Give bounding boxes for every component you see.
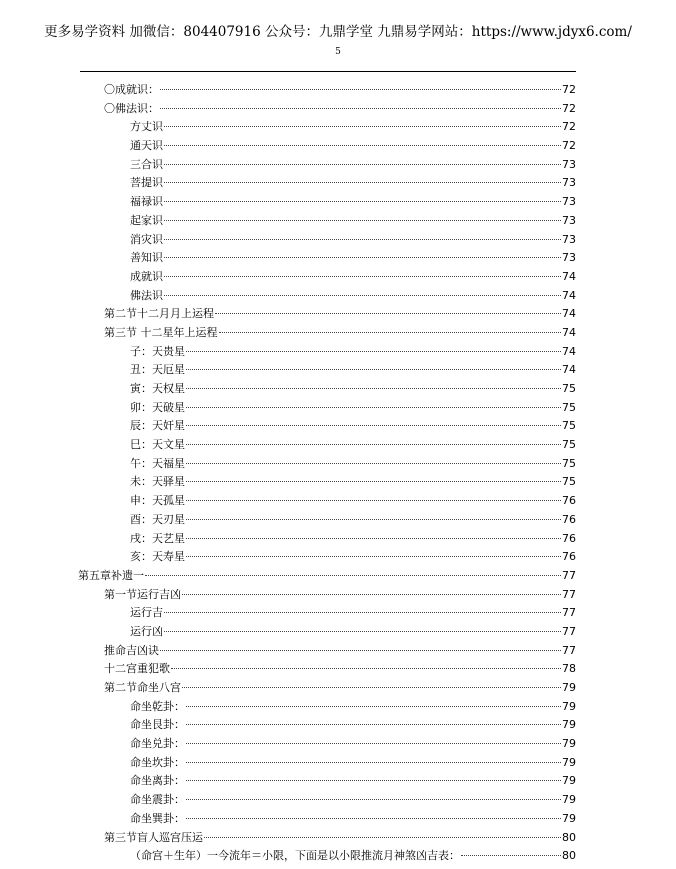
dot-leader bbox=[164, 164, 561, 165]
toc-entry[interactable] bbox=[130, 399, 576, 418]
toc-entry-title: 福禄识 bbox=[130, 195, 163, 209]
dot-leader bbox=[215, 313, 561, 314]
dot-leader bbox=[186, 444, 561, 445]
toc-entry-page: 77 bbox=[562, 568, 576, 582]
toc-entry-title: 戌：天艺星 bbox=[130, 531, 185, 545]
dot-leader bbox=[186, 762, 561, 763]
toc-entry-page: 73 bbox=[562, 232, 576, 246]
toc-entry-page: 72 bbox=[562, 101, 576, 115]
toc-entry[interactable] bbox=[130, 473, 576, 492]
toc-entry-title: 十二宫重犯歌 bbox=[104, 662, 170, 676]
dot-leader bbox=[186, 463, 561, 464]
dot-leader bbox=[186, 743, 561, 744]
dot-leader bbox=[186, 706, 561, 707]
toc-entry[interactable] bbox=[130, 174, 576, 193]
dot-leader bbox=[145, 575, 561, 576]
toc-entry-page: 73 bbox=[562, 176, 576, 190]
toc-entry-title: 命坐坎卦： bbox=[130, 755, 185, 769]
toc-entry-title: 消灾识 bbox=[130, 232, 163, 246]
toc-entry-page: 75 bbox=[562, 419, 576, 433]
toc-entry-page: 75 bbox=[562, 382, 576, 395]
toc-entry[interactable] bbox=[130, 492, 576, 511]
dot-leader bbox=[164, 220, 561, 221]
toc-entry-page: 79 bbox=[562, 737, 576, 751]
toc-entry[interactable] bbox=[130, 343, 576, 362]
dot-leader bbox=[171, 668, 561, 669]
toc-entry-title: 推命吉凶诀 bbox=[104, 643, 159, 657]
dot-leader bbox=[164, 295, 561, 296]
toc-entry-page: 79 bbox=[562, 718, 576, 732]
dot-leader bbox=[186, 369, 561, 370]
toc-entry[interactable] bbox=[130, 156, 576, 175]
toc-entry-page: 76 bbox=[562, 550, 576, 564]
toc-entry[interactable] bbox=[104, 679, 576, 698]
toc-entry[interactable] bbox=[104, 829, 576, 848]
toc-entry-page: 72 bbox=[562, 83, 576, 96]
toc-entry-title: 命坐离卦： bbox=[130, 774, 185, 788]
toc-entry-title: 酉：天刃星 bbox=[130, 512, 185, 526]
toc-entry-title: 命坐巽卦： bbox=[130, 811, 185, 825]
toc-entry[interactable] bbox=[130, 137, 576, 156]
toc-entry[interactable] bbox=[130, 735, 576, 754]
toc-entry-title: 〇成就识： bbox=[104, 83, 159, 96]
toc-entry-title: 丑：天厄星 bbox=[130, 363, 185, 377]
toc-entry-page: 79 bbox=[562, 699, 576, 713]
toc-entry[interactable] bbox=[104, 81, 576, 100]
dot-leader bbox=[164, 239, 561, 240]
toc-entry-title: 方丈识 bbox=[130, 120, 163, 134]
toc-entry-page: 79 bbox=[562, 811, 576, 825]
toc-entry[interactable] bbox=[130, 716, 576, 735]
dot-leader bbox=[461, 855, 561, 856]
dot-leader bbox=[186, 556, 561, 557]
dot-leader bbox=[186, 500, 561, 501]
toc-entry-title: 三合识 bbox=[130, 157, 163, 171]
toc-entry-page: 79 bbox=[562, 793, 576, 807]
dot-leader bbox=[186, 799, 561, 800]
dot-leader bbox=[164, 145, 561, 146]
toc-entry-page: 76 bbox=[562, 494, 576, 508]
dot-leader bbox=[164, 276, 561, 277]
toc-entry-page: 77 bbox=[562, 606, 576, 620]
toc-entry[interactable] bbox=[130, 249, 576, 268]
toc-entry[interactable] bbox=[130, 698, 576, 717]
toc-entry-page: 72 bbox=[562, 139, 576, 153]
toc-entry-title: 子：天贵星 bbox=[130, 344, 185, 358]
toc-entry[interactable] bbox=[130, 604, 576, 623]
toc-entry-page: 74 bbox=[562, 269, 576, 283]
toc-entry-title: 善知识 bbox=[130, 251, 163, 265]
toc-entry-page: 76 bbox=[562, 512, 576, 526]
toc-entry-title: 命坐兑卦： bbox=[130, 737, 185, 751]
toc-entry[interactable] bbox=[104, 100, 576, 119]
dot-leader bbox=[186, 780, 561, 781]
toc-entry-title: 第二节十二月月上运程 bbox=[104, 307, 214, 321]
toc-entry-page: 72 bbox=[562, 120, 576, 134]
toc-entry-title: 寅：天权星 bbox=[130, 382, 185, 395]
toc-entry[interactable] bbox=[130, 548, 576, 567]
toc-entry[interactable] bbox=[130, 810, 576, 829]
toc-entry-page: 77 bbox=[562, 624, 576, 638]
toc-entry[interactable] bbox=[130, 511, 576, 530]
toc-entry-title: 命坐震卦： bbox=[130, 793, 185, 807]
header-divider bbox=[80, 71, 576, 72]
toc-entry-title: 运行凶 bbox=[130, 624, 163, 638]
toc-entry[interactable] bbox=[104, 324, 576, 343]
toc-entry-page: 73 bbox=[562, 213, 576, 227]
dot-leader bbox=[164, 201, 561, 202]
dot-leader bbox=[182, 687, 561, 688]
toc-entry[interactable] bbox=[130, 847, 576, 866]
toc-entry-page: 80 bbox=[562, 849, 576, 863]
dot-leader bbox=[186, 351, 561, 352]
toc-entry-page: 74 bbox=[562, 288, 576, 302]
toc-entry[interactable] bbox=[130, 231, 576, 250]
toc-entry-page: 75 bbox=[562, 438, 576, 452]
dot-leader bbox=[160, 89, 561, 90]
toc-entry-title: 运行吉 bbox=[130, 606, 163, 620]
toc-entry-page: 79 bbox=[562, 681, 576, 694]
toc-entry-page: 75 bbox=[562, 475, 576, 489]
dot-leader bbox=[160, 650, 561, 651]
toc-entry[interactable] bbox=[130, 791, 576, 810]
dot-leader bbox=[164, 126, 561, 127]
toc-entry[interactable] bbox=[130, 530, 576, 549]
toc-entry-title: 第二节命坐八宫 bbox=[104, 681, 181, 694]
toc-entry[interactable] bbox=[130, 772, 576, 791]
dot-leader bbox=[186, 519, 561, 520]
toc-entry[interactable] bbox=[130, 455, 576, 474]
toc-entry[interactable] bbox=[130, 268, 576, 287]
toc-entry-page: 73 bbox=[562, 157, 576, 171]
toc-entry-page: 74 bbox=[562, 307, 576, 321]
toc-entry[interactable] bbox=[130, 287, 576, 306]
toc-entry-page: 77 bbox=[562, 587, 576, 601]
dot-leader bbox=[164, 631, 561, 632]
toc-entry-title: 命坐乾卦： bbox=[130, 699, 185, 713]
toc-entry[interactable] bbox=[130, 361, 576, 380]
toc-entry-title: （命宫＋生年）一今流年＝小限，下面是以小限推流月神煞凶吉表： bbox=[130, 849, 460, 863]
toc-entry-title: 佛法识 bbox=[130, 288, 163, 302]
dot-leader bbox=[186, 407, 561, 408]
toc-entry-title: 成就识 bbox=[130, 269, 163, 283]
toc-entry-page: 73 bbox=[562, 195, 576, 209]
toc-entry[interactable] bbox=[130, 436, 576, 455]
toc-entry[interactable] bbox=[130, 417, 576, 436]
toc-entry-title: 第一节运行吉凶 bbox=[104, 587, 181, 601]
toc-entry-title: 卯：天破星 bbox=[130, 400, 185, 414]
toc-entry-page: 75 bbox=[562, 456, 576, 470]
dot-leader bbox=[186, 388, 561, 389]
toc-entry-title: 通天识 bbox=[130, 139, 163, 153]
dot-leader bbox=[160, 108, 561, 109]
toc-entry-title: 辰：天奸星 bbox=[130, 419, 185, 433]
dot-leader bbox=[186, 481, 561, 482]
toc-entry[interactable] bbox=[130, 754, 576, 773]
toc-entry-page: 74 bbox=[562, 325, 576, 339]
toc-entry[interactable] bbox=[104, 642, 576, 661]
toc-entry[interactable] bbox=[130, 193, 576, 212]
header-banner: 更多易学资料 加微信：804407916 公众号：九鼎学堂 九鼎易学网站：https://www.jdyx6.com/ bbox=[44, 24, 632, 40]
toc-entry[interactable] bbox=[130, 623, 576, 642]
dot-leader bbox=[164, 182, 561, 183]
toc-entry-title: 未：天驿星 bbox=[130, 475, 185, 489]
toc-entry-title: 〇佛法识： bbox=[104, 101, 159, 115]
dot-leader bbox=[186, 538, 561, 539]
toc-entry-title: 第三节 十二星年上运程 bbox=[104, 325, 218, 339]
toc-entry-title: 申：天孤星 bbox=[130, 494, 185, 508]
toc-entry[interactable] bbox=[130, 380, 576, 399]
dot-leader bbox=[186, 425, 561, 426]
toc-entry-title: 起家识 bbox=[130, 213, 163, 227]
toc-entry-title: 菩提识 bbox=[130, 176, 163, 190]
toc-entry[interactable] bbox=[130, 118, 576, 137]
toc-entry[interactable] bbox=[130, 212, 576, 231]
dot-leader bbox=[164, 612, 561, 613]
toc-entry-title: 巳：天文星 bbox=[130, 438, 185, 452]
toc-entry-page: 80 bbox=[562, 830, 576, 844]
toc-entry-page: 78 bbox=[562, 662, 576, 676]
toc-entry-page: 74 bbox=[562, 363, 576, 377]
toc-entry-page: 74 bbox=[562, 344, 576, 358]
dot-leader bbox=[186, 724, 561, 725]
dot-leader bbox=[186, 818, 561, 819]
toc-entry-title: 命坐艮卦： bbox=[130, 718, 185, 732]
dot-leader bbox=[219, 332, 562, 333]
toc-entry-title: 亥：天寿星 bbox=[130, 550, 185, 564]
toc-entry-title: 午：天福星 bbox=[130, 456, 185, 470]
toc-entry[interactable] bbox=[104, 586, 576, 605]
toc-entry-title: 第三节盲人巡宫压运 bbox=[104, 830, 203, 844]
dot-leader bbox=[204, 837, 561, 838]
dot-leader bbox=[182, 594, 561, 595]
toc-entry[interactable] bbox=[104, 305, 576, 324]
dot-leader bbox=[164, 257, 561, 258]
table-of-contents bbox=[0, 81, 676, 866]
toc-entry-page: 73 bbox=[562, 251, 576, 265]
toc-entry-page: 79 bbox=[562, 755, 576, 769]
toc-entry[interactable] bbox=[78, 567, 576, 586]
toc-entry[interactable] bbox=[104, 660, 576, 679]
page-number: 5 bbox=[335, 47, 341, 57]
toc-entry-title: 第五章补遗一 bbox=[78, 568, 144, 582]
toc-entry-page: 75 bbox=[562, 400, 576, 414]
toc-entry-page: 79 bbox=[562, 774, 576, 788]
toc-entry-page: 76 bbox=[562, 531, 576, 545]
toc-entry-page: 77 bbox=[562, 643, 576, 657]
